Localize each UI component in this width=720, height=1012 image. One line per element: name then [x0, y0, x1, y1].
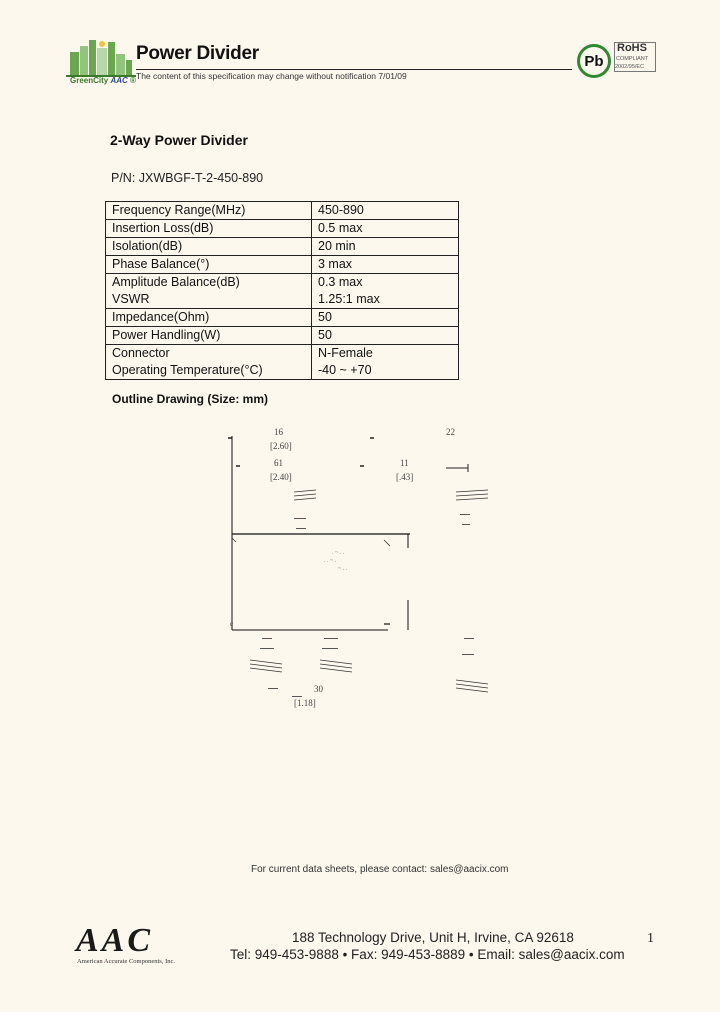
dim-top-a-in: [2.60] — [270, 441, 292, 451]
spec-param: Impedance(Ohm) — [106, 309, 312, 327]
spec-value: 1.25:1 max — [312, 291, 459, 309]
dim-right-a: 22 — [446, 427, 455, 437]
header-note: The content of this specification may change without notification 7/01/09 — [136, 71, 407, 81]
spec-value: 50 — [312, 309, 459, 327]
aac-logo: AAC — [76, 922, 154, 959]
dim-top-b: 61 — [274, 458, 283, 468]
logo-caption: GreenCity AAC ® — [70, 76, 136, 85]
spec-value: 0.3 max — [312, 274, 459, 292]
spec-row — [106, 362, 459, 380]
company-name: American Accurate Components, Inc. — [77, 958, 176, 965]
pb-free-badge-icon — [577, 44, 611, 78]
spec-param: Power Handling(W) — [106, 327, 312, 345]
dim-right-b: 11 — [400, 458, 409, 468]
spec-value: 50 — [312, 327, 459, 345]
spec-row — [106, 220, 459, 238]
spec-row — [106, 202, 459, 220]
rohs-title: RoHS — [617, 42, 647, 54]
spec-value: 20 min — [312, 238, 459, 256]
rohs-compliant: COMPLIANT — [616, 56, 649, 62]
spec-value: N-Female — [312, 345, 459, 363]
dim-bottom: 30 — [314, 684, 323, 694]
spec-row — [106, 345, 459, 363]
spec-param: Insertion Loss(dB) — [106, 220, 312, 238]
dim-bottom-in: [1.18] — [294, 698, 316, 708]
spec-param: Operating Temperature(°C) — [106, 362, 312, 380]
spec-row — [106, 274, 459, 292]
footer-contact-line: For current data sheets, please contact: sales@aacix.com — [251, 864, 509, 875]
spec-param: Isolation(dB) — [106, 238, 312, 256]
outline-drawing-title: Outline Drawing (Size: mm) — [112, 392, 269, 406]
spec-table — [105, 201, 459, 380]
document-title: 2-Way Power Divider — [110, 132, 248, 148]
dim-top-b-in: [2.40] — [270, 472, 292, 482]
logo-text-brand: AAC — [110, 76, 128, 85]
spec-param: Connector — [106, 345, 312, 363]
spec-param: VSWR — [106, 291, 312, 309]
part-number: P/N: JXWBGF-T-2-450-890 — [111, 171, 264, 185]
spec-value: 450-890 — [312, 202, 459, 220]
header-title: Power Divider — [136, 43, 259, 64]
rohs-directive: 2002/95/EC — [615, 64, 645, 70]
dim-right-b-in: [.43] — [396, 472, 414, 482]
spec-row — [106, 309, 459, 327]
company-contact: Tel: 949-453-9888 • Fax: 949-453-8889 • Email: sales@aacix.com — [230, 947, 625, 962]
pb-label: Pb — [584, 52, 604, 70]
svg-text:c: c — [230, 620, 234, 628]
spec-param: Phase Balance(°) — [106, 256, 312, 274]
spec-row — [106, 327, 459, 345]
outline-drawing — [224, 420, 504, 720]
header-divider — [136, 69, 572, 70]
logo-text-green: GreenCity — [70, 76, 109, 85]
dim-top-a: 16 — [274, 427, 283, 437]
spec-row — [106, 238, 459, 256]
spec-value: 3 max — [312, 256, 459, 274]
spec-param: Amplitude Balance(dB) — [106, 274, 312, 292]
spec-value: 0.5 max — [312, 220, 459, 238]
spec-value: -40 ~ +70 — [312, 362, 459, 380]
spec-param: Frequency Range(MHz) — [106, 202, 312, 220]
page-number: 1 — [647, 931, 654, 946]
spec-row — [106, 291, 459, 309]
svg-text:. ~ . .: . ~ . . — [332, 550, 345, 556]
company-address: 188 Technology Drive, Unit H, Irvine, CA 92618 — [292, 930, 574, 945]
svg-text:. . ~ .: . . ~ . — [324, 558, 337, 564]
spec-row — [106, 256, 459, 274]
svg-text:~ . .: ~ . . — [338, 566, 348, 572]
